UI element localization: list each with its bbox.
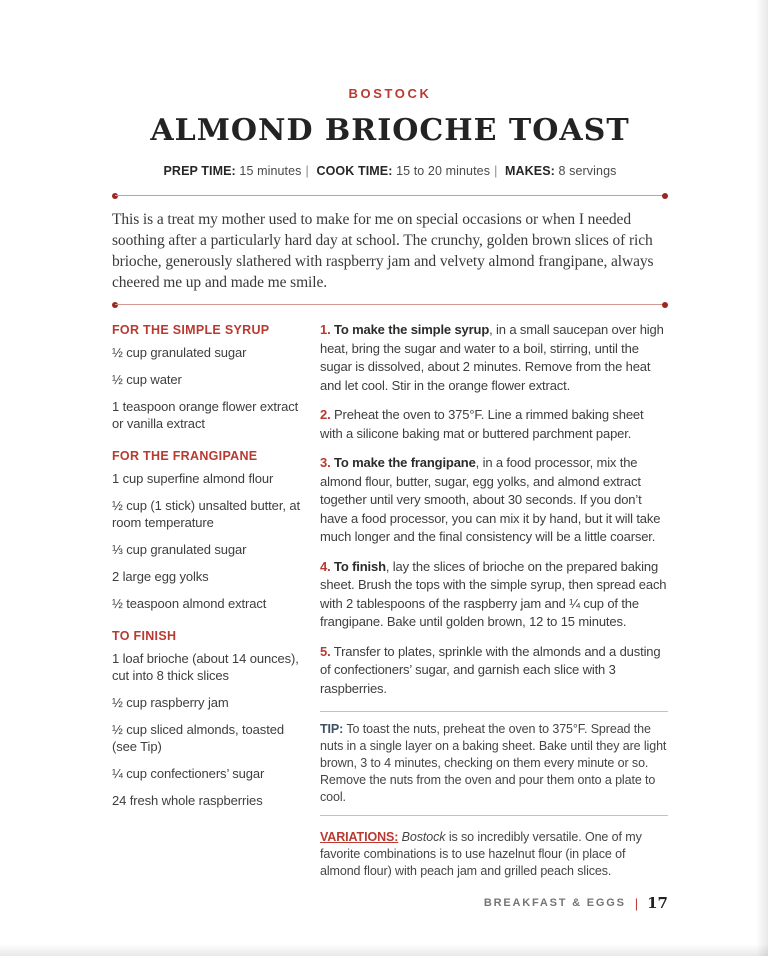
meta-divider: | (305, 164, 309, 178)
page-footer (484, 894, 668, 912)
step-lead: To make the frangipane (334, 455, 476, 470)
ingredient-item: ½ teaspoon almond extract (112, 596, 267, 611)
rule-dot-right (662, 302, 668, 308)
variations-box (320, 829, 668, 880)
step-number: 4. (320, 558, 331, 574)
recipe-meta (112, 164, 668, 178)
footer-divider: | (634, 895, 639, 911)
tip-label: TIP: (320, 722, 344, 736)
makes-value: 8 servings (558, 164, 617, 178)
step-number: 5. (320, 643, 331, 659)
ingredient-item: ½ cup granulated sugar (112, 345, 247, 360)
page-edge-shadow-bottom (0, 944, 768, 956)
page-edge-shadow-right (756, 0, 768, 956)
variations-term-italic: Bostock (401, 830, 446, 844)
ingredient-item: ½ cup raspberry jam (112, 695, 229, 710)
variations-label: VARIATIONS: (320, 830, 399, 844)
ingredient-heading: TO FINISH (112, 629, 177, 643)
recipe-title: ALMOND BRIOCHE TOAST (150, 113, 630, 148)
prep-time-label: PREP TIME: (163, 164, 236, 178)
rule-dot-right (662, 193, 668, 199)
tip-text: To toast the nuts, preheat the oven to 375°F. Spread the nuts in a single layer on a baking sheet. Bake until they are light brown, 3 to 4 minutes, checking on them every minute or so. Remove the nuts from the oven and pour them onto a plate to cool. (320, 722, 667, 804)
step-text: Transfer to plates, sprinkle with the almonds and a dusting of confectioners’ sugar, and garnish each slice with 3 raspberries. (320, 643, 661, 696)
ingredient-item: 24 fresh whole raspberries (112, 793, 263, 808)
ingredient-section-frangipane (112, 449, 302, 612)
tip-box (320, 711, 668, 816)
ingredient-item: ¼ cup confectioners’ sugar (112, 766, 265, 781)
red-rule-bottom (112, 301, 668, 308)
step (320, 321, 668, 395)
rule-dot-left (112, 193, 118, 199)
ingredient-item: ⅓ cup granulated sugar (112, 542, 247, 557)
recipe-intro: This is a treat my mother used to make for me on special occasions or when I needed soothing after a particularly hard day at school. The crunchy, golden brown slices of rich brioche, generously slathered with raspberry jam and velvety almond frangipane, always cheered me up and made me smile. (112, 211, 654, 291)
step-text: , in a small saucepan over high heat, bring the sugar and water to a boil, stirring, until the sugar is dissolved, about 2 minutes. Remove from the heat and let cool. Stir in the orange flower extract. (320, 322, 664, 393)
footer-section-label: BREAKFAST & EGGS (483, 897, 626, 909)
ingredient-item: 1 loaf brioche (about 14 ounces), cut into 8 thick slices (112, 651, 299, 683)
recipe-header (112, 86, 668, 178)
step-text: , in a food processor, mix the almond flour, butter, sugar, egg yolks, and almond extract together until very smooth, about 30 seconds. If you don’t have a food processor, you can mix it by hand, but it will take much longer and the final consistency will be a little coarser. (320, 455, 661, 544)
footer-page-number: 17 (647, 894, 668, 912)
step-number: 2. (320, 407, 331, 422)
ingredient-item: 1 cup superfine almond flour (112, 471, 274, 486)
prep-time-value: 15 minutes (239, 164, 302, 178)
step (320, 454, 668, 547)
instructions-column (320, 321, 668, 880)
ingredients-column (112, 321, 302, 880)
variations-text: is so incredibly versatile. One of my favorite combinations is to use hazelnut flour (in place of almond flour) with peach jam and grilled peach slices. (320, 830, 642, 878)
step-number: 1. (320, 322, 331, 337)
step-lead: To finish (334, 558, 386, 574)
step-text: Preheat the oven to 375°F. Line a rimmed baking sheet with a silicone baking mat or buttered parchment paper. (320, 407, 644, 441)
cook-time-value: 15 to 20 minutes (396, 164, 491, 178)
cook-time-label: COOK TIME: (316, 164, 393, 178)
ingredient-item: 1 teaspoon orange flower extract or vanilla extract (112, 399, 299, 431)
step (320, 406, 668, 443)
ingredient-section-simple-syrup (112, 323, 302, 432)
makes-label: MAKES: (505, 164, 555, 178)
rule-line (115, 195, 665, 196)
ingredient-item: 2 large egg yolks (112, 569, 209, 584)
ingredient-item: ½ cup water (112, 372, 182, 387)
step-lead: To make the simple syrup (334, 322, 490, 337)
step-text: , lay the slices of brioche on the prepared baking sheet. Brush the tops with the simple syrup, then spread each with 2 tablespoons of the raspberry jam and ¼ cup of the frangipane. Bake until golden brown, 12 to 15 minutes. (320, 558, 667, 629)
rule-dot-left (112, 302, 118, 308)
recipe-category: BOSTOCK (348, 86, 432, 101)
ingredient-item: ½ cup (1 stick) unsalted butter, at room temperature (112, 498, 300, 530)
recipe-body (112, 321, 668, 880)
rule-line (115, 304, 665, 305)
ingredient-item: ½ cup sliced almonds, toasted (see Tip) (112, 722, 284, 754)
step-number: 3. (320, 455, 331, 470)
step (320, 558, 668, 632)
red-rule-top (112, 192, 668, 199)
ingredient-section-to-finish (112, 629, 302, 809)
meta-divider: | (494, 164, 498, 178)
ingredient-heading: FOR THE SIMPLE SYRUP (112, 323, 270, 337)
ingredient-heading: FOR THE FRANGIPANE (112, 449, 258, 463)
step (320, 643, 668, 699)
